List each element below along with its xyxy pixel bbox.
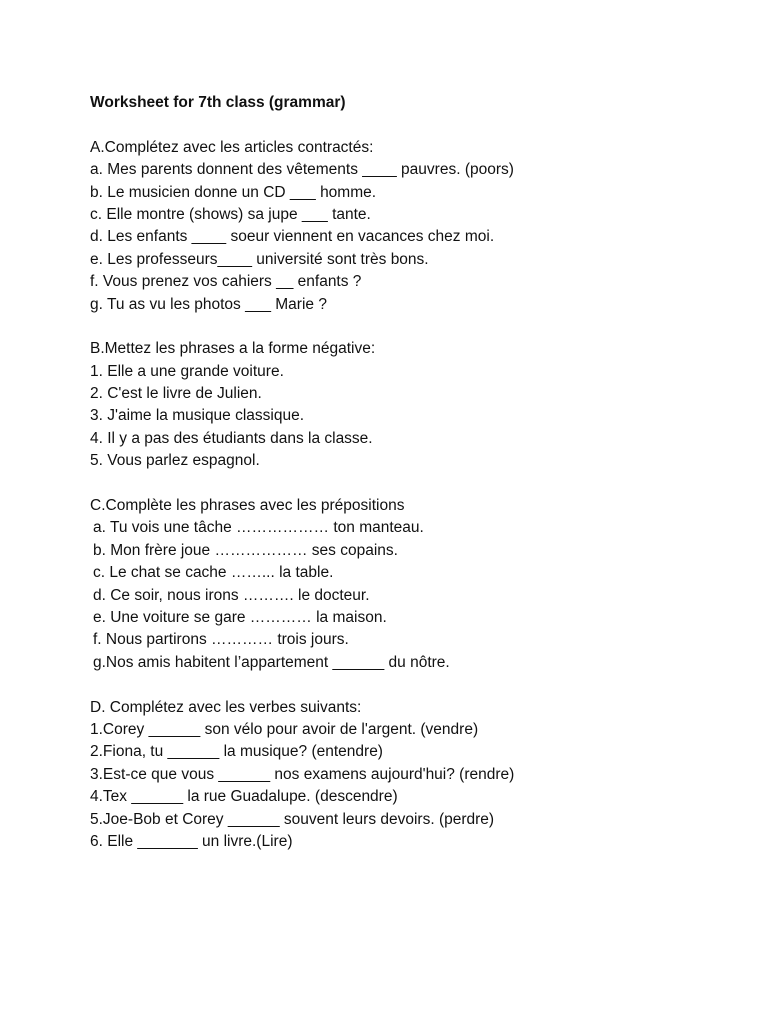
section-a-item: e. Les professeurs____ université sont très bons. bbox=[90, 250, 429, 268]
section-a-item: f. Vous prenez vos cahiers __ enfants ? bbox=[90, 273, 362, 291]
section-a-item: g. Tu as vu les photos ___ Marie ? bbox=[90, 295, 327, 313]
section-c-item: a. Tu vois une tâche ……………… ton manteau. bbox=[93, 519, 424, 537]
section-b bbox=[90, 338, 730, 472]
section-d-item: 3.Est-ce que vous ______ nos examens aujourd'hui? (rendre) bbox=[90, 765, 515, 783]
worksheet-title: Worksheet for 7th class (grammar) bbox=[90, 94, 346, 111]
section-c-item: c. Le chat se cache ……... la table. bbox=[93, 564, 334, 582]
section-d-heading: D. Complétez avec les verbes suivants: bbox=[90, 698, 362, 716]
section-b-item: 5. Vous parlez espagnol. bbox=[90, 452, 260, 470]
section-c-item: g.Nos amis habitent l’appartement ______ du nôtre. bbox=[93, 653, 450, 671]
section-a-item: c. Elle montre (shows) sa jupe ___ tante. bbox=[90, 205, 371, 223]
section-a-item: a. Mes parents donnent des vêtements ____ pauvres. (poors) bbox=[90, 161, 514, 179]
section-d bbox=[90, 697, 730, 854]
section-b-item: 4. Il y a pas des étudiants dans la classe. bbox=[90, 429, 373, 447]
section-b-heading: B.Mettez les phrases a la forme négative: bbox=[90, 340, 376, 358]
section-d-item: 1.Corey ______ son vélo pour avoir de l'argent. (vendre) bbox=[90, 720, 479, 738]
section-b-item: 2. C'est le livre de Julien. bbox=[90, 385, 262, 403]
section-d-item: 2.Fiona, tu ______ la musique? (entendre) bbox=[90, 743, 383, 761]
section-b-item: 3. J'aime la musique classique. bbox=[90, 407, 305, 425]
section-d-item: 5.Joe-Bob et Corey ______ souvent leurs devoirs. (perdre) bbox=[90, 810, 495, 828]
section-a-item: d. Les enfants ____ soeur viennent en vacances chez moi. bbox=[90, 228, 495, 246]
section-a-item: b. Le musicien donne un CD ___ homme. bbox=[90, 183, 377, 201]
section-c-item: b. Mon frère joue ……………… ses copains. bbox=[93, 541, 398, 559]
section-a bbox=[90, 137, 730, 316]
section-b-item: 1. Elle a une grande voiture. bbox=[90, 362, 284, 380]
section-c-item: e. Une voiture se gare ………… la maison. bbox=[93, 608, 387, 626]
section-d-item: 4.Tex ______ la rue Guadalupe. (descendre) bbox=[90, 788, 398, 806]
section-a-heading: A.Complétez avec les articles contractés: bbox=[90, 138, 374, 156]
worksheet-page bbox=[90, 92, 730, 853]
section-c-heading: C.Complète les phrases avec les prépositions bbox=[90, 497, 405, 515]
section-c bbox=[90, 495, 730, 674]
section-c-item: f. Nous partirons ………… trois jours. bbox=[93, 631, 349, 649]
section-d-item: 6. Elle _______ un livre.(Lire) bbox=[90, 832, 293, 850]
section-c-item: d. Ce soir, nous irons ………. le docteur. bbox=[93, 586, 370, 604]
